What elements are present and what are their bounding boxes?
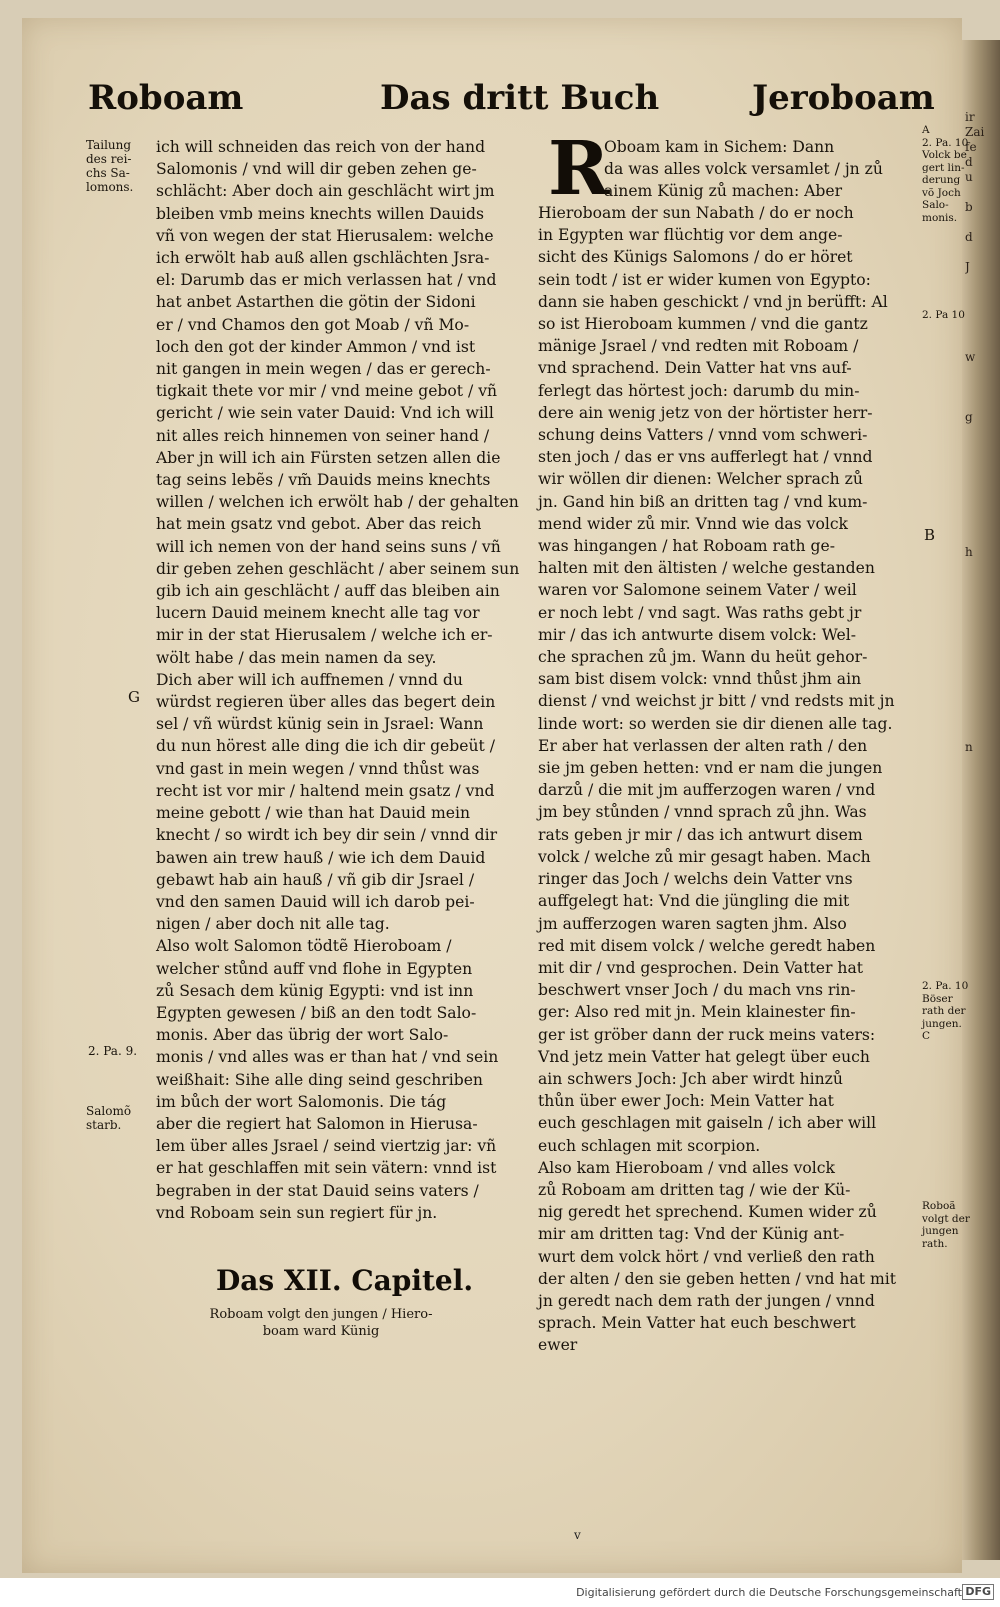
right-column-text: Hieroboam der sun Nabath / do er noch in Egypten war flüchtig vor dem ange- sicht des Künigs Salomons / do er höret sein todt / ist er wider kumen von Egypto: dann sie haben geschickt / vnd jn berüfft: Al so ist Hieroboam kummen / vnd die gantz mänige Jsrael / vnd redten mit Roboam / vnd sprachend. Dein Vatter hat vns auf- ferlegt das hörtest joch: darumb du min- dere ain wenig jetz von der hörtister herr- schung deins Vatters / vnnd vom schweri- sten joch / das er vns aufferlegt hat / vnnd wir wöllen dir dienen: Welcher sprach zů jn. Gand hin biß an dritten tag / vnd kum- mend wider zů mir. Vnnd wie das volck was hingangen / hat Roboam rath ge- halten mit den ältisten / welche gestanden waren vor Salomone seinem Vater / weil er noch lebt / vnd sagt. Was raths gebt jr mir / das ich antwurte disem volck: Wel- che sprachen zů jm. Wann du heüt gehor- sam bist disem volck: vnnd thůst jhm ain dienst / vnd weichst jr bitt / vnd redsts mit jn linde wort: so werden sie dir dienen alle tag. Er aber hat verlassen der alten rath / den sie jm geben hetten: vnd er nam die jungen darzů / die mit jm aufferzogen waren / vnd jm bey stůnden / vnnd sprach zů jhn. Was rats geben jr mir / das ich antwurt disem volck / welche zů mir gesagt haben. Mach ringer das Joch / welchs dein Vatter vns auffgelegt hat: Vnd die jüngling die mit jm aufferzogen waren sagten jhm. Also red mit disem volck / welche geredt haben mit dir / vnd gesprochen. Dein Vatter hat beschwert vnser Joch / du mach vns rin- ger: Also red mit jn. Mein klainester fin- ger ist gröber dann der ruck meins vaters: Vnd jetz mein Vatter hat gelegt über euch ain schwers Joch: Jch aber wirdt hinzů thůn über ewer Joch: Mein Vatter hat euch geschlagen mit gaiseln / ich aber will euch schlagen mit scorpion. Also kam Hieroboam / vnd alles volck zů Roboam am dritten tag / wie der Kü- nig geredt het sprechend. Kumen wider zů mir am dritten tag: Vnd der Künig ant- wurt dem volck hört / vnd verließ den rath der alten / den sie geben hetten / vnd hat mit jn geredt nach dem rath der jungen / vnnd sprach. Mein Vatter hat euch beschwert ewer <box>538 204 897 1355</box>
drop-capital: R <box>548 126 610 212</box>
running-head-center: Das dritt Buch <box>380 78 660 118</box>
dfg-logo: DFG <box>962 1584 994 1600</box>
right-column-opening-lines: Oboam kam in Sichem: Dann da was alles volck versamlet / jn zů ainem Künig zů machen: Aber <box>604 138 883 201</box>
margin-note-tailung: Tailung des rei- chs Sa- lomons. <box>86 138 134 194</box>
running-head-right: Jeroboam <box>752 78 935 118</box>
left-column-text: ich will schneiden das reich von der hand Salomonis / vnd will dir geben zehen ge- schlächt: Aber doch ain geschlächt wirt jm bleiben vmb meins knechts willen Dauids vñ von wegen der stat Hierusalem: welche ich erwölt hab auß allen gschlächten Jsra- el: Darumb das er mich verlassen hat / vnd hat anbet Astarthen die götin der Sidoni er / vnd Chamos den got Moab / vñ Mo- loch den got der kinder Ammon / vnd ist nit gangen in mein wegen / das er gerech- tigkait thete vor mir / vnd meine gebot / vñ gericht / wie sein vater Dauid: Vnd ich will nit alles reich hinnemen von seiner hand / Aber jn will ich ain Fürsten setzen allen die tag seins lebẽs / vm̃ Dauids meins knechts willen / welchen ich erwölt hab / der gehalten hat mein gsatz vnd gebot. Aber das reich will ich nemen von der hand seins suns / vñ dir geben zehen geschlächt / aber seinem sun gib ich ain geschlächt / auff das bleiben ain lucern Dauid meinem knecht alle tag vor mir in der stat Hierusalem / welche ich er- wölt habe / das mein namen da sey. Dich aber will ich auffnemen / vnnd du würdst regieren über alles das begert dein sel / vñ würdst künig sein in Jsrael: Wann du nun hörest alle ding die ich dir gebeüt / vnd gast in mein wegen / vnnd thůst was recht ist vor mir / haltend mein gsatz / vnd meine gebott / wie than hat Dauid mein knecht / so wirdt ich bey dir sein / vnnd dir bawen ain trew hauß / wie ich dem Dauid gebawt hab ain hauß / vñ gib dir Jsrael / vnd den samen Dauid will ich darob pei- nigen / aber doch nit alle tag. Also wolt Salomon tödtẽ Hieroboam / welcher stůnd auff vnd flohe in Egypten zů Sesach dem künig Egypti: vnd ist inn Egypten gewesen / biß an den todt Salo- monis. Aber das übrig der wort Salo- monis / vnd alles was er than hat / vnd sein weißhait: Sihe alle ding seind geschriben im bůch der wort Salomonis. Die tág aber die regiert hat Salomon in Hierusa- lem über alles Jsrael / seind viertzig jar: vñ er hat geschlaffen mit sein vätern: vnnd ist begraben in der stat Dauid seins vaters / vnd Roboam sein sun regiert für jn. <box>156 138 520 1222</box>
margin-note-pa10: 2. Pa 10 <box>922 309 965 321</box>
margin-note-salomo-starb: Salomõ starb. <box>86 1104 132 1132</box>
running-head-left: Roboam <box>88 78 244 118</box>
chapter-heading: Das XII. Capitel. <box>216 1264 474 1297</box>
margin-section-letter-b: B <box>924 526 936 544</box>
chapter-summary: Roboam volgt den jungen / Hiero- boam ward Künig <box>209 1307 433 1339</box>
signature-mark: v <box>574 1528 581 1542</box>
facing-page-fragment: ir Zai fe d u b d J w g h n <box>965 110 985 754</box>
margin-note-roboam-volgt: Roboã volgt der jungen rath. <box>922 1200 970 1250</box>
margin-note-pa9: 2. Pa. 9. <box>88 1044 138 1058</box>
funding-credit: Digitalisierung gefördert durch die Deutsche Forschungsgemeinschaft <box>576 1586 962 1599</box>
margin-note-a: A 2. Pa. 10 Volck be gert lin- derung võ Joch Salo- monis. <box>922 124 969 224</box>
margin-note-boser-rath: 2. Pa. 10 Böser rath der jungen. C <box>922 980 969 1042</box>
margin-section-letter-g: G <box>128 688 140 706</box>
